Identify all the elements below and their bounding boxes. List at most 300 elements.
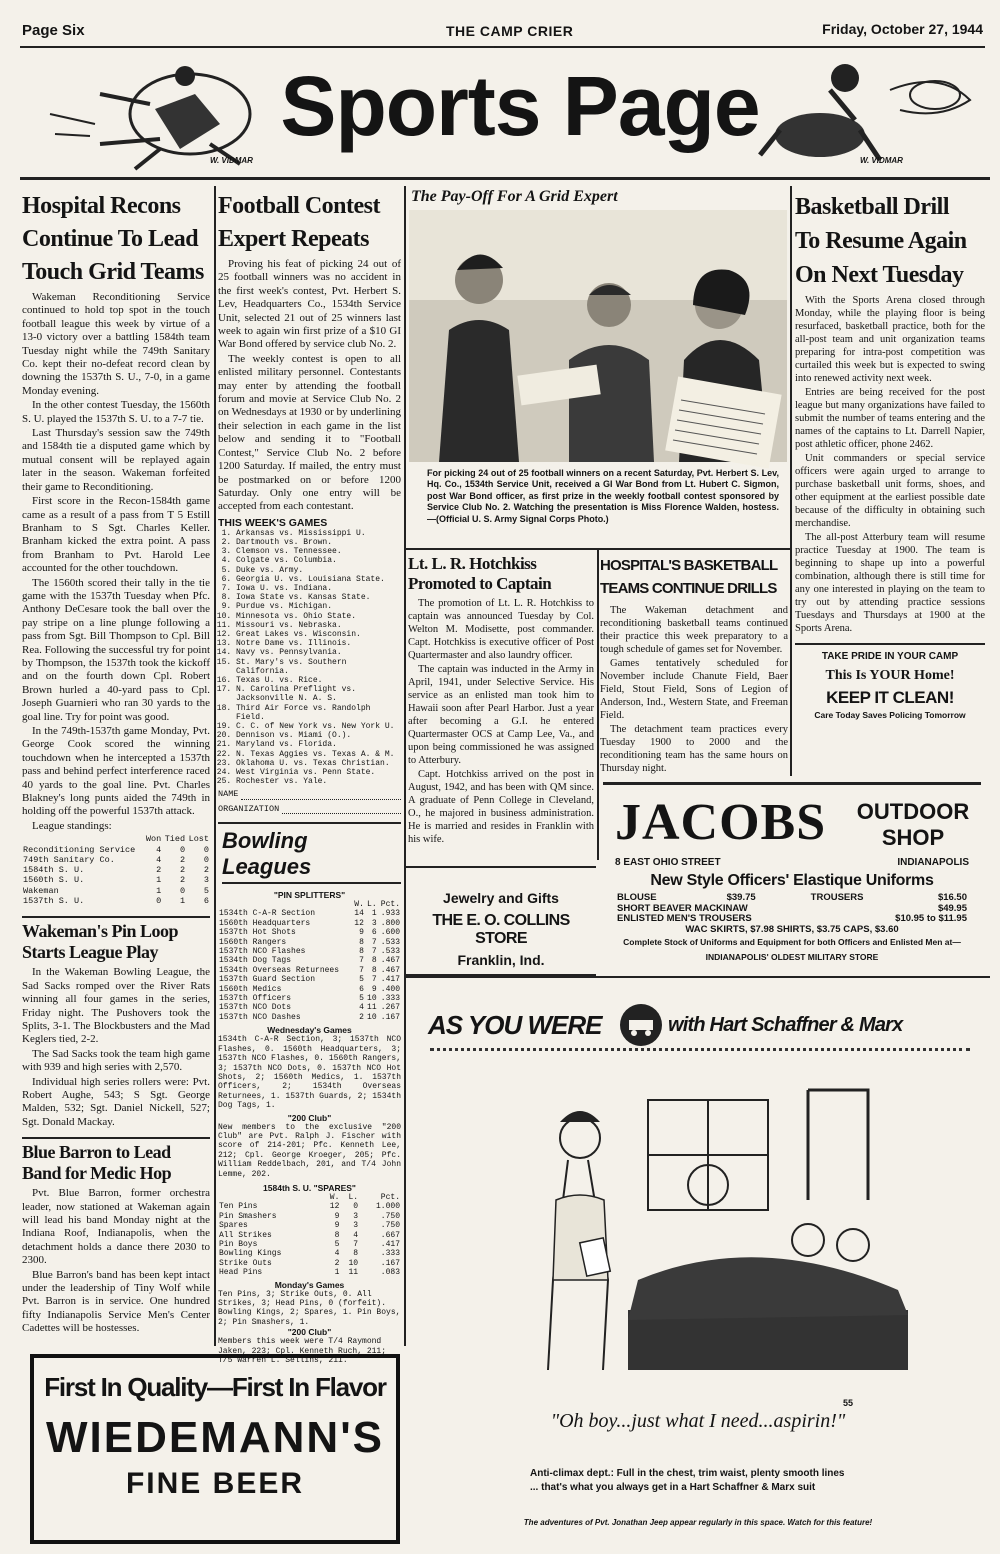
- headline-line: TEAMS CONTINUE DRILLS: [600, 580, 777, 597]
- pin-splitters-table: [218, 900, 401, 1022]
- list-item[interactable]: 22. N. Texas Aggies vs. Texas A. & M.: [236, 750, 401, 759]
- jacobs-shop: SHOP: [881, 825, 945, 850]
- pct-cell: .533: [380, 937, 400, 947]
- team-cell: Pin Smashers: [219, 1211, 277, 1221]
- story-paragraph: Blue Barron's band has been kept intact under the leadership of Tiny Wolf while Pvt. Barron is in service. One hundred fifty Indianapolis Service Men's Center Cadettes will be hostesses.: [22, 1268, 210, 1335]
- story-paragraph: Entries are being received for the post league but many organizations have failed to submit the number of teams entering and the names of the captains to Lt. Darrell Napier, post athletic officer, phone 2462.: [795, 387, 985, 450]
- pct-cell: .667: [380, 1230, 400, 1240]
- story-pin-loop: [22, 966, 210, 1129]
- story-paragraph: Games tentatively scheduled for November include Chanute Field, Baer Field, Stout Field, Sons of Legion of Anderson, Ind., Western State, and Freeman Field.: [600, 658, 788, 721]
- story-football-contest: [218, 258, 401, 514]
- headline-pin-loop: [22, 921, 210, 963]
- pct-cell: .467: [380, 965, 400, 975]
- jacobs-outdoor-shop-ad[interactable]: [603, 782, 981, 964]
- table-row: [218, 1268, 401, 1277]
- header-cell: L.: [367, 900, 377, 909]
- header-cell: Pct.: [380, 1192, 400, 1202]
- monday-games-text: Ten Pins, 3; Strike Outs, 0. All Strikes, 3; Head Pins, 0 (forfeit). Bowling Kings, 2; Spares, 1. Pin Boys, 2; Pin Smashers, 1.: [218, 1289, 401, 1327]
- price-row: [617, 914, 967, 925]
- headline-hospital-basketball: [600, 554, 788, 600]
- column-5: [795, 190, 985, 778]
- table-row: [22, 886, 210, 896]
- hsm-banner-left: AS YOU WERE: [428, 1010, 602, 1040]
- hsm-banner: [428, 1000, 968, 1050]
- hsm-tagline-2: ... that's what you always get in a Hart Schaffner & Marx suit: [530, 1482, 816, 1493]
- headline-line: Touch Grid Teams: [22, 259, 204, 285]
- won-cell: 5: [334, 1240, 340, 1249]
- hsm-speech: "Oh boy...just what I need...aspirin!": [550, 1410, 846, 1432]
- won-cell: 7: [359, 965, 364, 975]
- standings-header-row: [22, 834, 210, 844]
- pct-cell: .933: [380, 909, 400, 919]
- organization-field[interactable]: [282, 804, 401, 814]
- table-row: [22, 896, 210, 906]
- team-cell: 1560th Medics: [219, 984, 282, 994]
- column-rule-3: [790, 186, 792, 776]
- games-list: [218, 529, 401, 787]
- table-row: [218, 938, 401, 947]
- headline-line: Blue Barron to Lead: [22, 1142, 171, 1163]
- lost-cell: 0: [353, 1202, 359, 1212]
- table-header-row: [218, 900, 401, 909]
- header-cell: L.: [348, 1192, 359, 1202]
- won-cell: 8: [359, 947, 364, 957]
- name-field[interactable]: [241, 789, 401, 799]
- won-cell: 8: [359, 937, 364, 947]
- pct-cell: .083: [380, 1268, 400, 1278]
- story-paragraph: Last Thursday's session saw the 749th and 1584th tie a disputed game which by mutual consent will be replayed again later in the season. Wakeman forfeited their game to Reconditioning.: [22, 427, 210, 493]
- jacobs-name: JACOBS: [615, 794, 827, 851]
- column-rule-4: [597, 550, 599, 860]
- list-item[interactable]: 5. Duke vs. Army.: [236, 566, 401, 575]
- pride-line-4: Care Today Saves Policing Tomorrow: [814, 710, 966, 720]
- organization-label: ORGANIZATION: [218, 803, 280, 814]
- tied-cell: 1: [179, 896, 186, 907]
- lost-cell: 2: [203, 865, 209, 876]
- headline-line: Promoted to Captain: [408, 574, 552, 593]
- team-cell: Pin Boys: [219, 1240, 258, 1249]
- team-cell: 1537th Hot Shots: [219, 928, 296, 938]
- team-cell: Wakeman: [23, 885, 59, 896]
- team-cell: 749th Sanitary Co.: [23, 854, 115, 865]
- paper-name: THE CAMP CRIER: [446, 23, 574, 39]
- jacobs-address: 8 EAST OHIO STREET: [615, 857, 721, 868]
- team-cell: Ten Pins: [219, 1202, 258, 1212]
- story-paragraph: Proving his feat of picking 24 out of 25 football winners was no accident in the first week's contest, Pvt. Herbert S. Lev, Headquarters Co., 1534th Service Unit, selected 21 out of 25 winners last week to again win first prize of a $10 GI War Bond offered by service club No. 2.: [218, 258, 401, 351]
- lost-cell: 8: [371, 956, 377, 966]
- header-cell: W.: [329, 1192, 340, 1202]
- team-cell: All Strikes: [219, 1230, 272, 1240]
- jacobs-city: INDIANAPOLIS: [897, 857, 969, 868]
- pride-line-1: TAKE PRIDE IN YOUR CAMP: [821, 651, 959, 662]
- lost-cell: 7: [371, 937, 377, 947]
- table-row: [218, 1221, 401, 1230]
- won-cell: 7: [359, 956, 364, 966]
- lost-cell: 6: [203, 896, 209, 907]
- story-paragraph: The weekly contest is open to all enlisted military personnel. Contestants may enter by attending the football forum and movie at Service Club No. 2 on Wednesdays at 1930 or by underlining their selection in each game in the list below and sending it to "Football Contest," Service Club No. 2 before 1200 Saturday. If mailed, the entry must be postmarked on or before 1200 Saturday. Only one entry will be accepted from each contestant.: [218, 352, 401, 513]
- team-cell: 1584th S. U.: [23, 865, 85, 876]
- story-hotchkiss: [408, 597, 594, 846]
- list-item[interactable]: 15. St. Mary's vs. Southern California.: [236, 658, 401, 676]
- lost-cell: 4: [353, 1230, 359, 1240]
- photo-title: The Pay-Off For A Grid Expert: [411, 188, 618, 205]
- item-name: TROUSERS: [810, 892, 864, 903]
- headline-football-contest: [218, 190, 401, 256]
- entry-form: [218, 789, 401, 814]
- list-item[interactable]: 21. Maryland vs. Florida.: [236, 740, 401, 749]
- club-200-text-2: Members this week were T/4 Raymond Jaken, 223; Cpl. Kenneth Ruch, 211; T/5 Warren L. Sellins, 211.: [218, 1337, 387, 1366]
- headline-line: Continue To Lead: [22, 226, 199, 252]
- tied-cell: 2: [179, 875, 186, 886]
- won-cell: 2: [334, 1258, 340, 1268]
- jacobs-outdoor: OUTDOOR: [856, 799, 970, 824]
- table-header-row: [218, 1193, 401, 1202]
- team-cell: 1537th NCO Dots: [219, 1003, 292, 1013]
- won-cell: 14: [354, 909, 364, 919]
- lost-cell: 10: [367, 1012, 377, 1022]
- table-row: [218, 985, 401, 994]
- spares-table: [218, 1193, 401, 1278]
- story-paragraph: Individual high series rollers were: Pvt. Robert Aughe, 543; S Sgt. George Malden, 532; Sgt. Daniel Nickell, 527; Sgt. Donald Mackay.: [22, 1075, 210, 1128]
- won-cell: 2: [156, 865, 162, 876]
- team-cell: Bowling Kings: [219, 1249, 282, 1259]
- list-item[interactable]: 12. Great Lakes vs. Wisconsin.: [236, 630, 401, 639]
- list-item[interactable]: 14. Navy vs. Pennsylvania.: [236, 648, 401, 657]
- lost-cell: 0: [203, 854, 209, 865]
- table-row: [22, 875, 210, 885]
- table-row: [218, 909, 401, 918]
- list-item[interactable]: 6. Georgia U. vs. Louisiana State.: [236, 575, 401, 584]
- headline-line: Hospital Recons: [22, 193, 181, 219]
- team-cell: Spares: [219, 1221, 248, 1231]
- lost-cell: 11: [367, 1003, 377, 1013]
- won-cell: 5: [359, 975, 364, 985]
- tied-cell: 0: [179, 885, 186, 896]
- team-cell: 1537th NCO Flashes: [219, 947, 306, 957]
- list-item[interactable]: 20. Dennison vs. Miami (O.).: [236, 731, 401, 740]
- pct-cell: .333: [380, 994, 400, 1004]
- club-200-title: "200 Club": [287, 1112, 332, 1123]
- table-row: [218, 1240, 401, 1249]
- hospital-cartoon-illustration: [508, 1080, 928, 1390]
- pct-cell: .267: [380, 1003, 400, 1013]
- pct-cell: .417: [380, 975, 400, 985]
- won-cell: 9: [359, 928, 364, 938]
- headline-line: Starts League Play: [22, 942, 158, 963]
- pct-cell: .533: [380, 947, 400, 957]
- team-cell: 1537th Guard Section: [219, 975, 316, 985]
- jacobs-price-list: [617, 893, 967, 935]
- lost-cell: 7: [353, 1240, 359, 1249]
- story-paragraph: The all-post Atterbury team will resume practice Tuesday at 1900. The team is beginning to shape up into a powerful combination, although there is still time for any one interested in playing on the team to try out by attending practice sessions Tuesdays and Thursdays at 1900 at the Sports Arena.: [795, 532, 985, 634]
- team-cell: Head Pins: [219, 1268, 263, 1278]
- story-paragraph: Wakeman Reconditioning Service continued to hold top spot in the touch football league this week by virtue of a 13-0 victory over a battling 1584th team Tuesday night while the 749th Sanitary Co. kept their no-defeat record clean by downing the 1537th S. U., 7-0, in a game Monday evening.: [22, 291, 210, 397]
- won-cell: 9: [334, 1211, 340, 1221]
- list-item[interactable]: 2. Dartmouth vs. Brown.: [236, 538, 401, 547]
- price-row: [617, 893, 967, 904]
- won-cell: 9: [334, 1221, 340, 1231]
- table-row: [22, 845, 210, 855]
- list-item[interactable]: 4. Colgate vs. Columbia.: [236, 556, 401, 565]
- won-cell: 1: [156, 885, 162, 896]
- headline-blue-barron: [22, 1142, 210, 1184]
- team-cell: 1560th Rangers: [219, 937, 287, 947]
- sports-page-banner: [20, 50, 990, 180]
- story-paragraph: In the Wakeman Bowling League, the Sad Sacks romped over the River Rats winning all four games in the series, Friday night. The Pushovers took the Splits, 3-1. The Blockbusters and the Mad Keglers tied, 2-2.: [22, 966, 210, 1046]
- page-number: Page Six: [22, 22, 85, 39]
- pct-cell: .750: [380, 1211, 400, 1221]
- header-cell: Lost: [188, 834, 209, 845]
- won-cell: 4: [359, 1003, 364, 1013]
- hart-schaffner-marx-ad[interactable]: [408, 980, 988, 1548]
- table-row: [218, 1013, 401, 1022]
- table-row: [218, 947, 401, 956]
- item-name: ENLISTED MEN'S TROUSERS: [617, 913, 752, 924]
- story-paragraph: The 1560th scored their tally in the tie game with the 1537th Tuesday when Pfc. Anthony DeCesare took the ball over the pay stripe on a line plunge following a pass from Sgt. Bill Thompson to Cpl. Bill Rea. Following the successful try for point by Thompson, the 1537th took the kickoff and on the fourth down Cpl. Robert Brown hurled a 40-yard pass to Cpl. Joseph Guarnieri who ran 30 yards to the goal line. Try for point was good.: [22, 576, 210, 723]
- story-paragraph: In the 749th-1537th game Monday, Pvt. George Cook scored the winning touchdown when he intercepted a 1537th pass and behind perfect interference raced 40 yards to the goal line. Pvt. Charles Blakney's long punts aided the 749th in holding off the powerful 1537th attack.: [22, 725, 210, 818]
- won-cell: 1: [334, 1268, 340, 1278]
- headline-line: Lt. L. R. Hotchkiss: [408, 554, 537, 573]
- pct-cell: .417: [380, 1240, 400, 1249]
- story-hospital-basketball: [600, 604, 788, 775]
- lost-cell: 10: [367, 994, 377, 1004]
- list-item[interactable]: 19. C. C. of New York vs. New York U.: [236, 722, 401, 731]
- header-cell: Pct.: [380, 900, 400, 909]
- story-paragraph: Unit commanders or special service officers were again urged to arrange to purchase basketball unit forms, shoes, and other equipment at the earliest possible date because of the difficulty in obtaining such merchandise.: [795, 453, 985, 529]
- lost-cell: 0: [203, 844, 209, 855]
- headline-hotchkiss: [408, 554, 594, 594]
- ad-line-jewelry: Jewelry and Gifts: [443, 890, 559, 906]
- story-hospital-recons: [22, 291, 210, 833]
- story-basketball-drill: [795, 294, 985, 635]
- name-label: NAME: [218, 789, 239, 800]
- story-paragraph: Pvt. Blue Barron, former orchestra leader, now stationed at Wakeman again will lead his band Monday night at the Indiana Roof, Indianapolis, when the detachment holds a dance there 2030 to 2300.: [22, 1187, 210, 1267]
- headline-line: HOSPITAL'S BASKETBALL: [600, 557, 778, 574]
- headline-line: Expert Repeats: [218, 226, 369, 252]
- wednesday-games-title: Wednesday's Games: [267, 1025, 352, 1036]
- team-cell: 1537th Officers: [219, 994, 292, 1004]
- pct-cell: .400: [380, 984, 400, 994]
- pct-cell: 1.000: [375, 1202, 400, 1212]
- table-row: [218, 1202, 401, 1211]
- headline-line: To Resume Again: [795, 228, 967, 254]
- jacobs-headline: New Style Officers' Elastique Uniforms: [650, 872, 934, 889]
- team-cell: 1537th S. U.: [23, 896, 85, 907]
- table-row: [218, 1003, 401, 1012]
- column-3: [408, 554, 594, 854]
- item-price: $16.50: [937, 892, 967, 903]
- photo-block: [409, 188, 787, 546]
- hsm-footer: The adventures of Pvt. Jonathan Jeep appear regularly in this space. Watch for this feature!: [523, 1518, 873, 1527]
- table-row: [218, 975, 401, 984]
- headline-line: Wakeman's Pin Loop: [22, 921, 179, 942]
- won-cell: 12: [354, 918, 364, 928]
- list-item[interactable]: 3. Clemson vs. Tennessee.: [236, 547, 401, 556]
- won-cell: 5: [359, 994, 364, 1004]
- lost-cell: 3: [353, 1211, 359, 1221]
- table-row: [22, 855, 210, 865]
- column-2: [218, 190, 401, 1366]
- tied-cell: 0: [179, 844, 186, 855]
- headline-line: Basketball Drill: [795, 194, 950, 220]
- won-cell: 4: [156, 844, 162, 855]
- table-row: [218, 919, 401, 928]
- lost-cell: 9: [371, 984, 377, 994]
- story-paragraph: The Wakeman detachment and reconditioning basketball teams continued their practice this week preparatory to a tough schedule of games set for November.: [600, 605, 788, 655]
- list-item[interactable]: 18. Third Air Force vs. Randolph Field.: [236, 704, 401, 722]
- list-item[interactable]: 10. Minnesota vs. Ohio State.: [236, 612, 401, 621]
- story-paragraph: Capt. Hotchkiss arrived on the post in August, 1942, and has been with QM since. A graduate of Penn College in Cleveland, O., he majored in business administration. He is married and resides in Franklin with his wife.: [408, 769, 594, 845]
- wiedemann-product: FINE BEER: [125, 1467, 305, 1500]
- tied-cell: 2: [179, 854, 186, 865]
- hsm-tagline-1: Anti-climax dept.: Full in the chest, trim waist, plenty smooth lines: [530, 1468, 845, 1479]
- hsm-dotted-rule: [430, 1048, 970, 1051]
- hsm-top-rule: [404, 976, 990, 978]
- story-paragraph: The promotion of Lt. L. R. Hotchkiss to captain was announced Tuesday by Col. Welton M. Modisette, post commander. Capt. Hotchkiss is executive officer of Post Quartermaster and also laundry officer.: [408, 598, 594, 661]
- lost-cell: 3: [353, 1221, 359, 1231]
- header-cell: Won: [145, 834, 162, 845]
- spares-title: 1584th S. U. "SPARES": [263, 1182, 356, 1193]
- column-rule-2: [404, 186, 406, 1346]
- pct-cell: .750: [380, 1221, 400, 1231]
- wiedemann-slogan: First In Quality—First In Flavor: [44, 1372, 386, 1402]
- wiedemann-beer-ad[interactable]: [30, 1354, 400, 1544]
- jacobs-footer-2: INDIANAPOLIS' OLDEST MILITARY STORE: [705, 952, 879, 962]
- league-standings-table: [22, 834, 210, 906]
- list-item[interactable]: 17. N. Carolina Preflight vs. Jacksonville N. A. S.: [236, 685, 401, 703]
- headline-line: Band for Medic Hop: [22, 1163, 172, 1184]
- headline-basketball-drill: [795, 190, 985, 292]
- jacobs-footer-1: Complete Stock of Uniforms and Equipment for both Officers and Enlisted Men at—: [623, 937, 961, 947]
- lost-cell: 10: [348, 1258, 359, 1268]
- item-name: BLOUSE: [617, 892, 657, 903]
- list-item[interactable]: 11. Missouri vs. Nebraska.: [236, 621, 401, 630]
- club-200-text: New members to the exclusive "200 Club" are Pvt. Ralph J. Fischer with score of 214-201; Pfc. Kenneth Lee, 212; Cpl. George Kroeger, 205; Pfc. William Reddelbach, 201, and T/4 John Lemme, 202.: [218, 1122, 401, 1179]
- headline-hospital-recons: [22, 190, 210, 289]
- lost-cell: 6: [371, 928, 377, 938]
- won-cell: 12: [329, 1202, 340, 1212]
- list-item[interactable]: 9. Purdue vs. Michigan.: [236, 602, 401, 611]
- issue-date: Friday, October 27, 1944: [822, 21, 983, 37]
- list-item[interactable]: 13. Notre Dame vs. Illinois.: [236, 639, 401, 648]
- photo-bottom-rule: [404, 548, 790, 550]
- story-blue-barron: [22, 1187, 210, 1335]
- page-title: Sports Page: [280, 59, 760, 153]
- hsm-signature: 55: [843, 1398, 854, 1408]
- list-item[interactable]: 16. Texas U. vs. Rice.: [236, 676, 401, 685]
- story-paragraph: With the Sports Arena closed through Monday, while the playing floor is being resurfaced, basketball practice, both for the all-post team and unit organization teams preparing for intra-post competition was curtailed this week but is expected to swing into renewed activity next week.: [795, 295, 985, 384]
- table-row: [218, 966, 401, 975]
- lost-cell: 3: [371, 918, 377, 928]
- won-cell: 6: [359, 984, 364, 994]
- lost-cell: 11: [348, 1268, 359, 1278]
- lost-cell: 8: [353, 1249, 359, 1259]
- tied-cell: 2: [179, 865, 186, 876]
- photo-caption: For picking 24 out of 25 football winners on a recent Saturday, Pvt. Herbert S. Lev, Hq. Co., 1534th Service Unit, received a GI War Bond from Lt. Hubert C. Sigmon, post War Bond officer, as first prize in the weekly football contest sponsored by Service Club No. 2. Watching the presentation is Miss Florence Walden, hostess.—(Official U. S. Army Signal Corps Photo.): [427, 468, 779, 524]
- won-cell: 4: [156, 854, 162, 865]
- table-row: [22, 865, 210, 875]
- item-name: SHORT BEAVER MACKINAW: [617, 902, 748, 914]
- headline-line: Football Contest: [218, 193, 380, 219]
- pct-cell: .800: [380, 918, 400, 928]
- table-row: [218, 1231, 401, 1240]
- war-bond-photo: [409, 210, 787, 462]
- table-row: [218, 994, 401, 1003]
- story-paragraph: In the other contest Tuesday, the 1560th S. U. played the 1537th S. U. to a 7-7 tie.: [22, 399, 210, 425]
- artist-credit-left: W. VIDMAR: [210, 156, 253, 165]
- hsm-banner-right: with Hart Schaffner & Marx: [668, 1014, 903, 1036]
- pin-splitters-title: "PIN SPLITTERS": [273, 890, 346, 900]
- list-item[interactable]: 23. Oklahoma U. vs. Texas Christian.: [236, 759, 401, 768]
- ad-location: Franklin, Ind.: [457, 952, 545, 968]
- jeep-emblem-icon: [618, 1002, 664, 1048]
- team-cell: 1560th Headquarters: [219, 918, 311, 928]
- pct-cell: .333: [380, 1249, 400, 1259]
- story-paragraph: The captain was inducted in the Army in April, 1941, under Selective Service. His service as an enlisted man took him to Hawaii soon after Pearl Harbor. Just a year after becoming a G.I. he entered Quartermaster OCS at Camp Lee, Va., and upon being commissioned he was assigned to Atterbury.: [408, 664, 594, 766]
- pride-line-2: This Is YOUR Home!: [825, 668, 955, 683]
- headline-line: On Next Tuesday: [795, 262, 964, 288]
- list-item[interactable]: 8. Iowa State vs. Kansas State.: [236, 593, 401, 602]
- football-player-cartoon-icon: [750, 50, 980, 170]
- team-cell: 1534th C-A-R Section: [219, 909, 316, 919]
- standings-label: League standings:: [32, 819, 112, 832]
- artist-credit-right: W. VIDMAR: [860, 156, 903, 165]
- games-title: THIS WEEK'S GAMES: [218, 516, 328, 529]
- club-200-title-2: "200 Club": [287, 1327, 332, 1338]
- lost-cell: 7: [371, 975, 377, 985]
- table-row: [218, 1259, 401, 1268]
- won-cell: 1: [156, 875, 162, 886]
- team-cell: 1537th NCO Dashes: [219, 1012, 301, 1022]
- pct-cell: .167: [380, 1012, 400, 1022]
- team-cell: 1560th S. U.: [23, 875, 85, 886]
- lost-cell: 5: [203, 885, 209, 896]
- team-cell: Reconditioning Service: [23, 844, 136, 855]
- pct-cell: .167: [380, 1258, 400, 1268]
- list-item[interactable]: 25. Rochester vs. Yale.: [236, 777, 401, 786]
- masthead-top-bar: [20, 18, 985, 48]
- header-cell: [218, 900, 352, 909]
- story-paragraph: The detachment team practices every Tuesday 1900 to 2000 and the reconditioning team has the same hours on Thursday night.: [600, 724, 788, 774]
- header-cell: [218, 1193, 322, 1202]
- item-price: $10.95 to $11.95: [895, 913, 967, 924]
- table-row: [218, 1212, 401, 1221]
- bowling-leagues-title: Bowling Leagues: [222, 828, 401, 884]
- header-cell: Tied: [164, 834, 186, 845]
- item-price: $49.95: [937, 902, 967, 914]
- team-cell: 1534th Overseas Returnees: [219, 965, 340, 975]
- won-cell: 2: [359, 1012, 364, 1022]
- team-cell: 1534th Dog Tags: [219, 956, 292, 966]
- table-row: [218, 1249, 401, 1258]
- lost-cell: 7: [371, 947, 377, 957]
- pride-line-3: KEEP IT CLEAN!: [826, 688, 954, 707]
- list-item[interactable]: 7. Iowa U. vs. Indiana.: [236, 584, 401, 593]
- list-item[interactable]: 1. Arkansas vs. Mississippi U.: [236, 529, 401, 538]
- column-1: [22, 190, 210, 1340]
- monday-games-title: Monday's Games: [274, 1279, 345, 1290]
- pct-cell: .600: [380, 928, 400, 938]
- item-price: $39.75: [726, 892, 756, 903]
- list-item[interactable]: 24. West Virginia vs. Penn State.: [236, 768, 401, 777]
- team-cell: Strike Outs: [219, 1258, 272, 1268]
- won-cell: 0: [156, 896, 162, 907]
- won-cell: 8: [334, 1230, 340, 1240]
- camp-pride-box: [795, 643, 985, 720]
- collins-store-ad[interactable]: [406, 866, 596, 976]
- ad-store-name: THE E. O. COLLINS STORE: [432, 912, 570, 947]
- lost-cell: 1: [371, 909, 377, 919]
